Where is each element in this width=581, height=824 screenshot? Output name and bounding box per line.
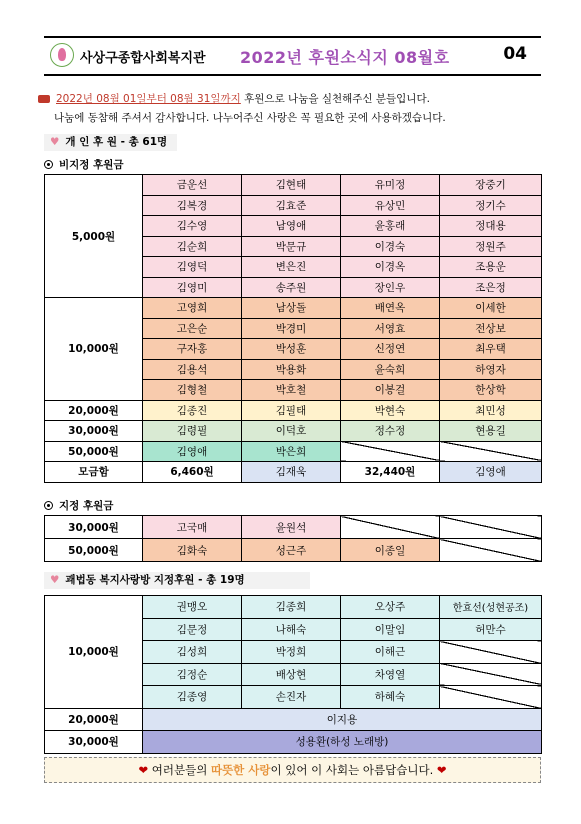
donor-name: 신정연 [341, 339, 440, 360]
donor-name: 박정희 [242, 641, 341, 664]
donor-name: 김순희 [143, 236, 242, 257]
fundraise-label: 모금함 [45, 462, 143, 483]
table-row [45, 421, 542, 442]
empty-cell [440, 663, 542, 686]
donor-name: 고은순 [143, 318, 242, 339]
table-row [45, 731, 542, 754]
section-gwaebeop [44, 572, 310, 589]
donor-name: 이경옥 [341, 257, 440, 278]
donor-name: 조용운 [440, 257, 542, 278]
organization-name: 사상구종합사회복지관 [80, 51, 206, 66]
donor-name: 고국매 [143, 516, 242, 539]
gwaebeop-donor-table [44, 595, 542, 754]
intro-line-1-rest: 후원으로 나눔을 실천해주신 분들입니다. [240, 93, 430, 105]
table-row [45, 298, 542, 319]
fundraise-host: 김영애 [440, 462, 542, 483]
sub-unrestricted-label: 비지정 후원금 [59, 159, 124, 171]
heart-icon: ❤ [436, 763, 447, 777]
amount-cell: 10,000원 [45, 298, 143, 401]
donor-name: 최민성 [440, 400, 542, 421]
amount-cell: 30,000원 [45, 731, 143, 754]
donor-name: 금운선 [143, 175, 242, 196]
donor-name: 김형철 [143, 380, 242, 401]
empty-cell [440, 516, 542, 539]
donor-name: 장인우 [341, 277, 440, 298]
footer-highlight: 따뜻한 사랑 [210, 763, 271, 777]
donor-name: 박성훈 [242, 339, 341, 360]
donor-name: 배상현 [242, 663, 341, 686]
donor-name: 허만수 [440, 618, 542, 641]
section-individual [44, 134, 177, 151]
donor-name: 한상학 [440, 380, 542, 401]
donor-name: 김영덕 [143, 257, 242, 278]
donor-name: 현용길 [440, 421, 542, 442]
donor-name: 윤홍래 [341, 216, 440, 237]
section-individual-label: 개 인 후 원 - 총 61명 [65, 136, 168, 148]
donor-name: 김종희 [242, 596, 341, 619]
empty-cell [440, 539, 542, 562]
donor-name: 정대용 [440, 216, 542, 237]
donor-name: 박호철 [242, 380, 341, 401]
donor-name: 고영희 [143, 298, 242, 319]
donor-name: 이덕호 [242, 421, 341, 442]
newsletter-title: 2022년 후원소식지 08월호 [240, 48, 450, 67]
donor-name: 김현태 [242, 175, 341, 196]
donor-name: 김필태 [242, 400, 341, 421]
donor-name: 유상민 [341, 195, 440, 216]
donor-name: 김문정 [143, 618, 242, 641]
donor-name: 이세한 [440, 298, 542, 319]
amount-cell: 30,000원 [45, 421, 143, 442]
donor-name: 정원주 [440, 236, 542, 257]
intro-text [38, 90, 446, 128]
donor-name: 박용화 [242, 359, 341, 380]
table-row [45, 400, 542, 421]
empty-cell [341, 516, 440, 539]
table-row [45, 441, 542, 462]
donor-name: 김성희 [143, 641, 242, 664]
fundraise-amount: 6,460원 [143, 462, 242, 483]
empty-cell [440, 441, 542, 462]
donor-name: 하혜숙 [341, 686, 440, 709]
donor-name: 박문규 [242, 236, 341, 257]
donor-name: 유미정 [341, 175, 440, 196]
donor-name: 윤원석 [242, 516, 341, 539]
fundraise-amount: 32,440원 [341, 462, 440, 483]
logo-icon [50, 43, 74, 67]
radio-bullet-icon [44, 501, 53, 510]
donor-name: 성근주 [242, 539, 341, 562]
footer-text-after: 이 있어 이 사회는 아름답습니다. [270, 763, 437, 777]
donor-name: 최우택 [440, 339, 542, 360]
table-row [45, 596, 542, 619]
donor-name: 장중기 [440, 175, 542, 196]
table-row [45, 462, 542, 483]
sub-unrestricted [44, 157, 124, 172]
footer-text-before: 여러분들의 [148, 763, 211, 777]
amount-cell: 20,000원 [45, 400, 143, 421]
sub-designated-label: 지정 후원금 [59, 500, 114, 512]
amount-cell: 10,000원 [45, 596, 143, 709]
intro-line-1 [38, 90, 446, 109]
donor-name: 이종일 [341, 539, 440, 562]
bullet-icon [38, 95, 50, 103]
designated-donor-table [44, 515, 542, 562]
donor-name: 배연옥 [341, 298, 440, 319]
footer-message [44, 757, 541, 783]
header-bar [44, 36, 541, 76]
donor-name: 차영열 [341, 663, 440, 686]
donor-name: 김령필 [143, 421, 242, 442]
amount-cell: 20,000원 [45, 708, 143, 731]
donor-name: 윤숙희 [341, 359, 440, 380]
donor-name: 오상주 [341, 596, 440, 619]
table-row [45, 539, 542, 562]
donor-name: 남영애 [242, 216, 341, 237]
amount-cell: 50,000원 [45, 441, 143, 462]
donor-name: 남상돌 [242, 298, 341, 319]
empty-cell [440, 641, 542, 664]
heart-icon: ♥ [50, 574, 60, 586]
donor-name: 박경미 [242, 318, 341, 339]
donor-name: 구자홍 [143, 339, 242, 360]
unrestricted-donor-table [44, 174, 542, 483]
donor-name: 권맹오 [143, 596, 242, 619]
amount-cell: 30,000원 [45, 516, 143, 539]
amount-cell: 50,000원 [45, 539, 143, 562]
heart-icon: ❤ [138, 763, 149, 777]
donor-name: 변은진 [242, 257, 341, 278]
donor-name: 김정순 [143, 663, 242, 686]
donor-name: 박현숙 [341, 400, 440, 421]
donor-name: 하영자 [440, 359, 542, 380]
donor-name: 이해근 [341, 641, 440, 664]
intro-line-2: 나눔에 동참해 주셔서 감사합니다. 나누어주신 사랑은 꼭 필요한 곳에 사용하겠습니다. [54, 112, 446, 124]
empty-cell [440, 686, 542, 709]
donor-name: 이경숙 [341, 236, 440, 257]
sub-designated [44, 498, 113, 513]
section-gwaebeop-label: 괘법동 복지사랑방 지정후원 - 총 19명 [65, 574, 245, 586]
page-number: 04 [503, 44, 527, 64]
fundraise-host: 김재욱 [242, 462, 341, 483]
donor-name: 이지용 [143, 708, 542, 731]
radio-bullet-icon [44, 160, 53, 169]
donor-name: 한효선(성현공조) [440, 596, 542, 619]
empty-cell [341, 441, 440, 462]
donor-name: 김종진 [143, 400, 242, 421]
table-row [45, 175, 542, 196]
donor-name: 손진자 [242, 686, 341, 709]
heart-icon: ♥ [50, 136, 60, 148]
donor-name: 조은정 [440, 277, 542, 298]
donor-name: 김수영 [143, 216, 242, 237]
donor-name: 전상보 [440, 318, 542, 339]
table-row [45, 708, 542, 731]
donor-name: 성용환(하성 노래방) [143, 731, 542, 754]
donor-name: 김효준 [242, 195, 341, 216]
donor-name: 김복경 [143, 195, 242, 216]
donor-name: 나해숙 [242, 618, 341, 641]
donor-name: 박은희 [242, 441, 341, 462]
donor-name: 정수정 [341, 421, 440, 442]
donor-name: 김종영 [143, 686, 242, 709]
donor-name: 이봉걸 [341, 380, 440, 401]
donor-name: 정기수 [440, 195, 542, 216]
donor-name: 송주원 [242, 277, 341, 298]
donor-name: 김화숙 [143, 539, 242, 562]
donation-period: 2022년 08월 01일부터 08월 31일까지 [56, 93, 241, 105]
amount-cell: 5,000원 [45, 175, 143, 298]
table-row [45, 516, 542, 539]
donor-name: 서영효 [341, 318, 440, 339]
donor-name: 김용석 [143, 359, 242, 380]
donor-name: 이말임 [341, 618, 440, 641]
donor-name: 김영미 [143, 277, 242, 298]
donor-name: 김영애 [143, 441, 242, 462]
